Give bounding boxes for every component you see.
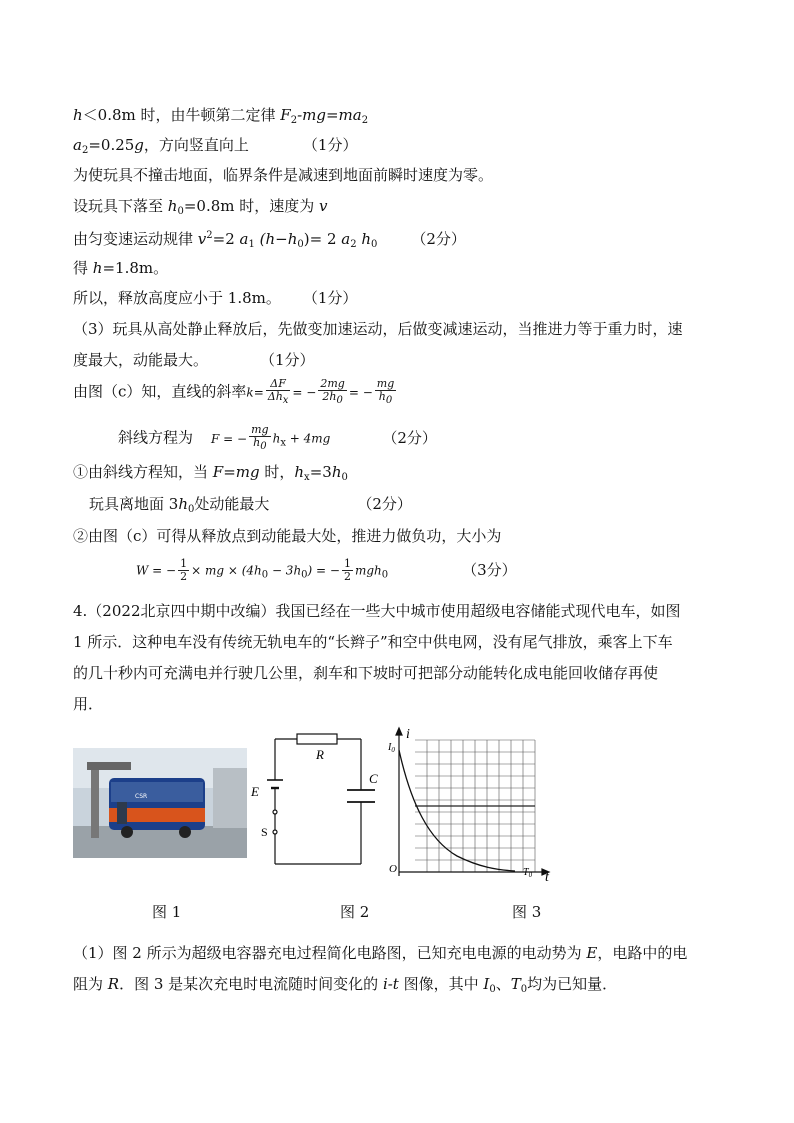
formula: F = − [211,431,248,446]
label-R: R [316,747,324,762]
subscript: 0 [371,239,378,250]
subscript: x [282,395,289,406]
subscript: 0 [381,569,389,581]
text: 玩具离地面 3 [89,495,179,513]
var-h: h [356,230,372,248]
text-line-6 [73,258,168,278]
text-line-16: 4.（2022北京四中期中改编）我国已经在一些大中城市使用超级电容储能式现代电车，如图 [73,602,681,620]
numerator: mg [251,423,269,436]
label-i: i [406,727,410,742]
text-line-11 [118,424,437,454]
denominator: 2 [343,570,351,583]
var-E: E [586,944,598,962]
label-I: I [388,742,392,753]
score: （3分） [462,560,517,579]
score: （2分） [382,428,437,447]
text: （1）图 2 所示为超级电容器充电过程简化电路图，已知充电电源的电动势为 [73,944,587,962]
var-F: F [280,106,291,124]
text: 、 [495,975,511,993]
text-line-10 [73,378,398,407]
numerator: mg [376,377,395,390]
fraction [375,378,396,407]
bus-logo: CSR [135,793,148,800]
text-line-3: 为使玩具不撞击地面，临界条件是减速到地面前瞬时速度为零。 [73,166,494,184]
label-T0-sub: 0 [528,871,533,879]
subscript: 1 [248,239,255,250]
var-R: R [107,975,120,993]
text: 图像，其中 [398,975,484,993]
text: 度最大，动能最大。 [73,351,209,369]
text: )= 2 [303,230,342,248]
resistor [297,734,337,744]
text: 均为已知量． [527,975,618,993]
var-i-t: i-t [382,975,399,993]
text: ＜0.8m 时，由牛顿第二定律 [82,106,281,124]
text-line-5 [73,226,466,255]
text: 设玩具下落至 [73,197,168,215]
fraction [342,558,353,583]
numerator: 1 [343,557,351,570]
text-line-14: ②由图（c）可得从释放点到动能最大处，推进力做负功，大小为 [73,527,502,545]
text-line-19: 用． [73,695,104,713]
text-line-21 [73,974,617,1000]
subscript: 0 [520,984,528,995]
subscript: 2 [361,115,369,126]
score: （1分） [260,351,315,369]
var-h: h [331,463,342,481]
label-I0-sub: 0 [391,746,395,754]
subscript: x [280,437,286,449]
fraction [178,558,189,583]
subscript: 0 [297,239,304,250]
formula: mgh [354,563,382,578]
var-I: I [483,975,490,993]
formula: ) = − [307,563,340,578]
current-decay-curve [399,750,515,871]
switch-contact [273,810,277,814]
score: （1分） [302,289,358,307]
formula: -mg=ma [297,106,362,124]
var-a: a [239,230,249,248]
text: =1.8m。 [102,259,169,277]
caption-figure-2: 图 2 [340,903,370,921]
text: 处动能最大 [194,495,270,513]
text: =0.8m 时，速度为 [183,197,320,215]
var-h: h [167,197,178,215]
text: 斜线方程为 [118,428,194,447]
var-T: T [510,975,521,993]
var-h: h [73,106,83,124]
text-line-1 [73,105,368,131]
subscript: 0 [261,569,269,581]
formula: (h−h [254,230,298,248]
var-a: a [73,136,82,154]
numerator: ΔF [266,378,291,391]
formula: W = − [136,563,177,578]
subscript: 2 [350,239,357,250]
numerator: 2mg [320,377,345,390]
subscript: 0 [336,395,343,406]
label-T0 [523,867,533,879]
text: 时， [259,463,295,481]
subscript: 2 [290,115,298,126]
text-line-2 [73,135,357,161]
text: =2 [212,230,240,248]
label-S: S [261,825,268,839]
superscript: 2 [206,230,213,241]
var-h: h [272,431,281,446]
text-line-13 [89,494,412,520]
text-line-15 [136,558,517,586]
text-line-8: （3）玩具从高处静止释放后，先做变加速运动，后做变减速运动，当推进力等于重力时，速 [73,320,683,338]
text-line-20 [73,943,687,963]
text-line-9 [73,350,315,370]
label-T: T [523,867,529,878]
text: ．图 3 是某次充电时电流随时间变化的 [119,975,383,993]
text: = − [292,385,317,400]
formula: + 4mg [285,431,331,446]
formula: − 3h [268,563,302,578]
formula: × mg × (4h [191,563,262,578]
denominator: h [253,436,261,449]
text: =3 [309,463,332,481]
subscript: 0 [177,206,184,217]
subscript: x [304,472,310,483]
denominator: Δh [267,390,283,403]
current-time-graph [385,724,560,884]
text: 阻为 [73,975,108,993]
text: 由匀变速运动规律 [73,230,198,248]
numerator: 1 [180,557,188,570]
var-v: v [319,197,328,215]
var-h: h [178,495,188,513]
text: ①由斜线方程知，当 [73,463,213,481]
text: 得 [73,259,93,277]
circuit-diagram [245,728,400,873]
label-C: C [369,771,378,786]
bus-photo [73,748,247,858]
var-h: h [92,259,103,277]
text: 所以，释放高度应小于 1.8m。 [73,289,281,307]
caption-figure-1: 图 1 [152,903,182,921]
text: 由图（c）知，直线的斜率 [73,382,247,401]
label-I0 [387,742,395,754]
var-a: a [341,230,351,248]
text: ，方向竖直向上 [143,136,249,154]
score: （2分） [357,495,412,513]
var-h: h [294,463,305,481]
subscript: 0 [385,395,393,406]
text-line-7 [73,288,357,308]
text: = − [348,385,373,400]
text: =0.25 [88,136,135,154]
text: = [253,385,264,400]
subscript: 0 [260,441,267,452]
var-v: v [197,230,207,248]
subscript: 0 [187,504,195,515]
label-t: t [545,870,549,884]
denominator: 2h [322,390,337,403]
switch-contact [273,830,277,834]
text-line-17: 1 所示．这种电车没有传统无轨电车的“长辫子”和空中供电网，没有尾气排放，乘客上下车 [73,633,673,651]
fraction [266,378,291,407]
subscript: 0 [301,569,308,581]
fraction [249,424,270,453]
subscript: 0 [341,472,348,483]
text-line-4 [73,196,328,222]
subscript: 0 [489,984,496,995]
score: （2分） [411,230,466,248]
score: （1分） [302,136,358,154]
denominator: 2 [180,570,188,583]
var-k: k [246,385,254,400]
text-line-18: 的几十秒内可充满电并行驶几公里，刹车和下坡时可把部分动能转化成电能回收储存再使 [73,664,659,682]
subscript: 2 [81,145,89,156]
var-g: g [134,136,144,154]
fraction [318,378,346,407]
text-line-12 [73,462,348,488]
denominator: h [378,390,386,403]
formula: F=mg [212,463,260,481]
caption-figure-3: 图 3 [512,903,542,921]
text: ，电路中的电 [597,944,688,962]
label-E: E [251,784,259,799]
label-O: O [389,863,397,875]
i-axis-arrow [396,728,402,735]
